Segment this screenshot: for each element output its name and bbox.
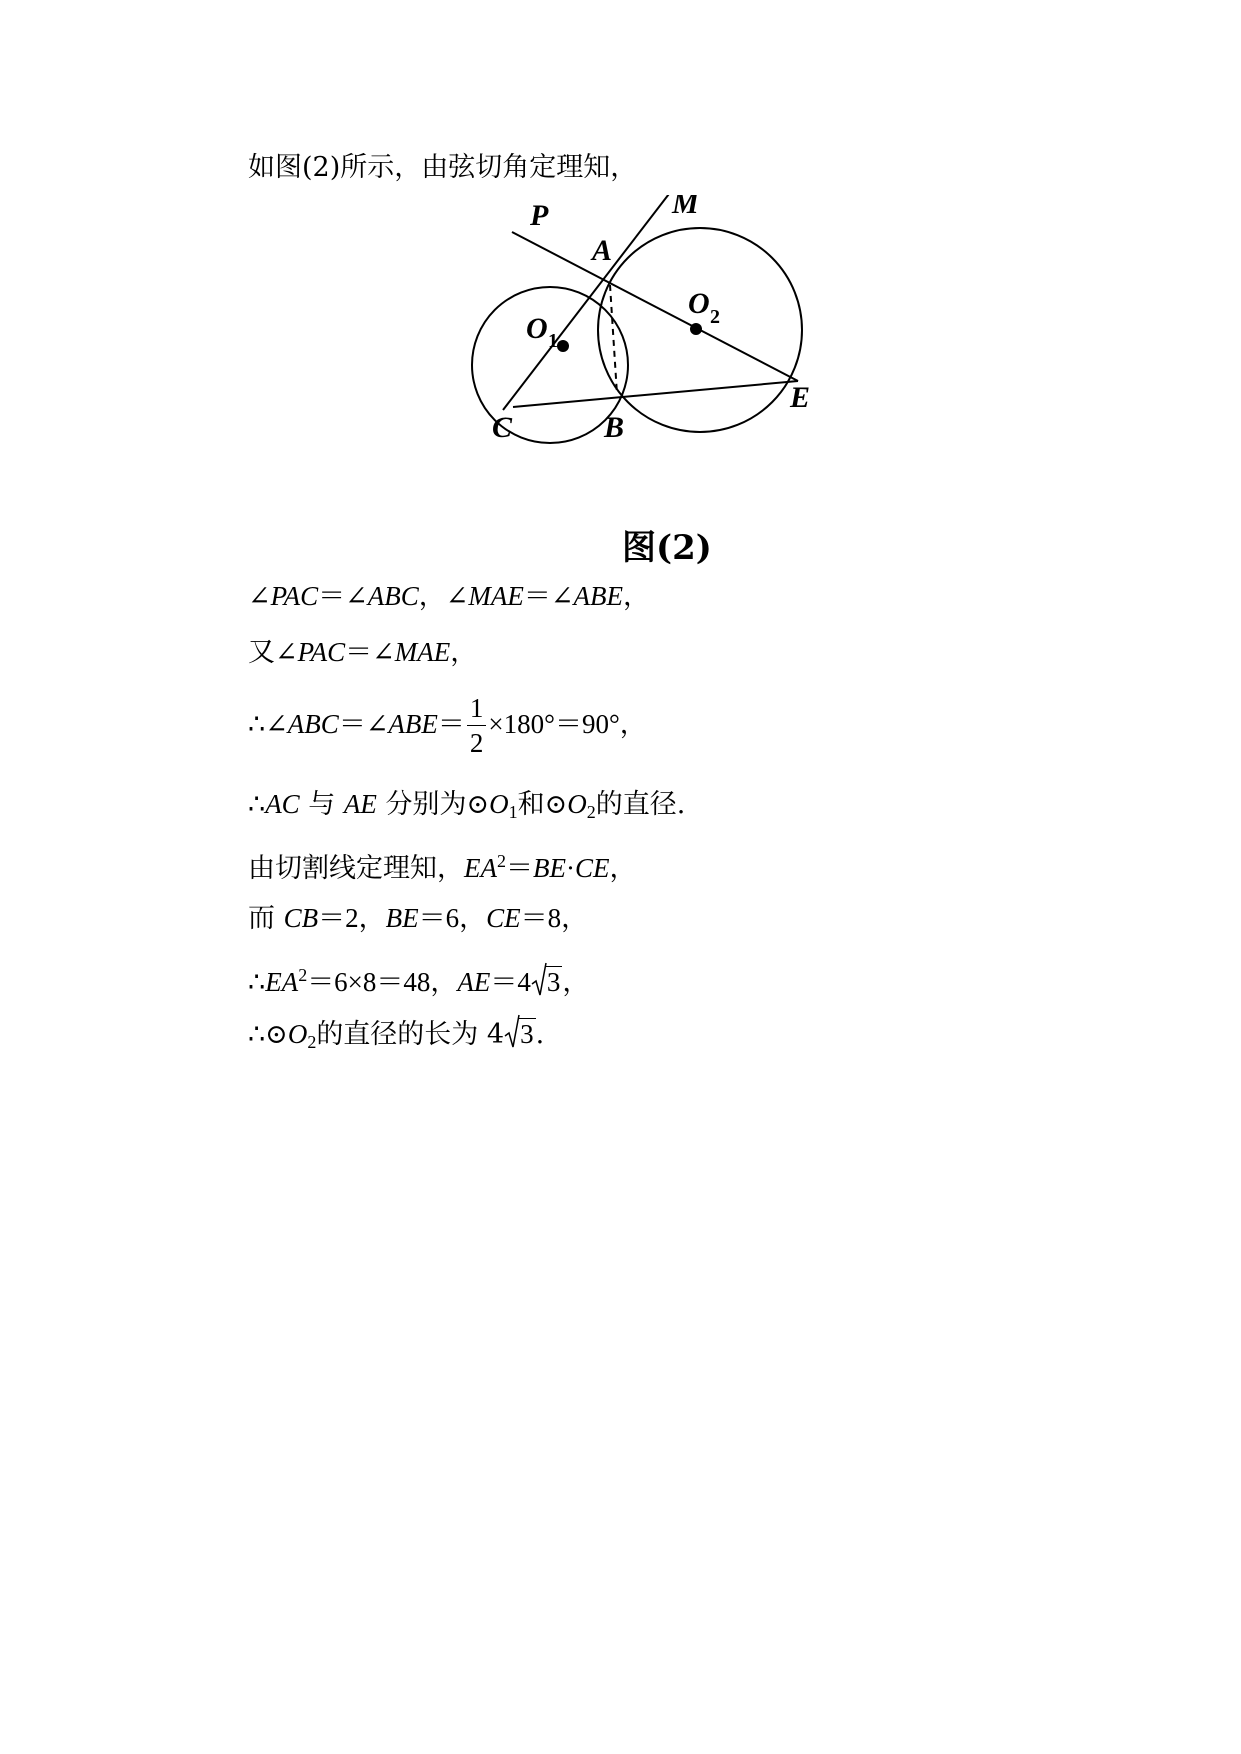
line-ce — [513, 381, 798, 407]
figure-caption: 图(2) — [622, 528, 712, 568]
circle-o2-name: O — [287, 1019, 308, 1049]
radicand: 3 — [546, 967, 561, 997]
equals-sign: ＝ — [338, 709, 366, 740]
prefix-text: 由切割线定理知， — [248, 853, 464, 884]
angle-pac: ∠PAC — [248, 581, 319, 611]
intro-label: 如图(2)所示，由弦切角定理知， — [248, 152, 638, 183]
dot-operator: · — [566, 853, 575, 883]
radicand: 3 — [520, 1019, 534, 1049]
text-segment: 与 — [299, 789, 344, 820]
segment-ce: CE — [486, 903, 521, 933]
fraction-denominator: 2 — [469, 728, 484, 758]
label-e: E — [790, 381, 811, 414]
text-segment: 的直径的长为 4 — [316, 1019, 505, 1050]
value-text: ＝8， — [520, 903, 589, 933]
proof-line-4 — [248, 788, 685, 828]
label-m: M — [672, 195, 699, 220]
label-a: A — [592, 234, 613, 267]
angle-abc: ∠ABC — [345, 581, 419, 611]
segment-ac: AC — [265, 789, 300, 819]
angle-pac: ∠PAC — [275, 637, 346, 667]
value-text: ＝6， — [418, 903, 487, 933]
line-pe — [512, 232, 798, 381]
radical-sign-icon — [504, 1014, 520, 1050]
label-b: B — [604, 411, 625, 444]
angle-mae: ∠MAE — [445, 581, 524, 611]
proof-line-8 — [248, 1018, 544, 1058]
subscript: 2 — [307, 1032, 317, 1052]
prefix-text: 又 — [248, 637, 275, 668]
proof-line-2 — [248, 636, 477, 669]
proof-line-3 — [248, 690, 647, 760]
segment-ce: CE — [575, 853, 610, 883]
equals-sign: ＝ — [318, 581, 346, 612]
circle-o1-name: O — [489, 789, 509, 819]
equals-sign: ＝ — [437, 709, 465, 740]
label-o1: O — [526, 312, 548, 345]
proof-line-5 — [248, 845, 637, 885]
therefore-symbol: ∴ — [248, 709, 266, 740]
line-end: ， — [622, 581, 650, 612]
equals-sign: ＝ — [506, 853, 533, 884]
radical-sign-icon — [531, 962, 547, 998]
text-segment: 和⊙ — [517, 789, 568, 820]
center-o1-dot — [557, 340, 569, 352]
center-o2-dot — [690, 323, 702, 335]
line-end: ， — [450, 637, 478, 668]
label-o1-sub: 1 — [548, 330, 558, 352]
calc-rest: ×180°＝90°， — [488, 709, 647, 739]
line-end: . — [535, 1019, 545, 1050]
angle-abe: ∠ABE — [365, 709, 438, 739]
therefore-symbol: ∴⊙ — [248, 1019, 288, 1050]
subscript: 1 — [508, 802, 518, 822]
proof-line-6 — [248, 902, 588, 935]
therefore-symbol: ∴ — [248, 789, 266, 820]
superscript: 2 — [298, 965, 308, 985]
value-text: ＝6×8＝48， — [307, 967, 458, 997]
value-text: ＝2， — [318, 903, 386, 933]
segment-ae: AE — [343, 789, 377, 819]
angle-abc: ∠ABC — [265, 709, 339, 739]
label-o2-sub: 2 — [710, 306, 720, 328]
segment-ea: EA — [464, 853, 497, 883]
square-root — [531, 966, 563, 998]
line-end: ， — [609, 853, 637, 884]
square-root — [504, 1018, 536, 1050]
fraction-one-half — [467, 691, 487, 760]
intro-text — [248, 152, 637, 184]
fraction-numerator: 1 — [467, 691, 487, 726]
text-segment: 分别为⊙ — [376, 789, 490, 820]
proof-line-1 — [248, 580, 650, 613]
label-o2: O — [688, 287, 710, 320]
subscript: 2 — [586, 802, 596, 822]
geometry-figure — [460, 195, 840, 485]
segment-ea: EA — [265, 967, 299, 997]
equals-sign: ＝ — [523, 581, 551, 612]
label-p: P — [530, 199, 549, 232]
therefore-symbol: ∴ — [248, 967, 266, 998]
segment-ae: AE — [457, 967, 491, 997]
angle-abe: ∠ABE — [550, 581, 623, 611]
line-ab-dashed — [610, 285, 617, 394]
circle-o2-name: O — [567, 789, 587, 819]
segment-be: BE — [533, 853, 566, 883]
segment-be: BE — [385, 903, 419, 933]
text-segment: 的直径. — [595, 789, 686, 820]
prefix-text: 而 — [248, 903, 284, 934]
equals-sign: ＝ — [345, 637, 373, 668]
label-c: C — [492, 411, 513, 444]
superscript: 2 — [497, 851, 506, 871]
proof-line-7 — [248, 959, 589, 999]
separator: ， — [418, 581, 446, 612]
line-end: ， — [562, 967, 590, 998]
angle-mae: ∠MAE — [372, 637, 451, 667]
value-text: ＝4 — [490, 967, 531, 997]
segment-cb: CB — [283, 903, 319, 933]
